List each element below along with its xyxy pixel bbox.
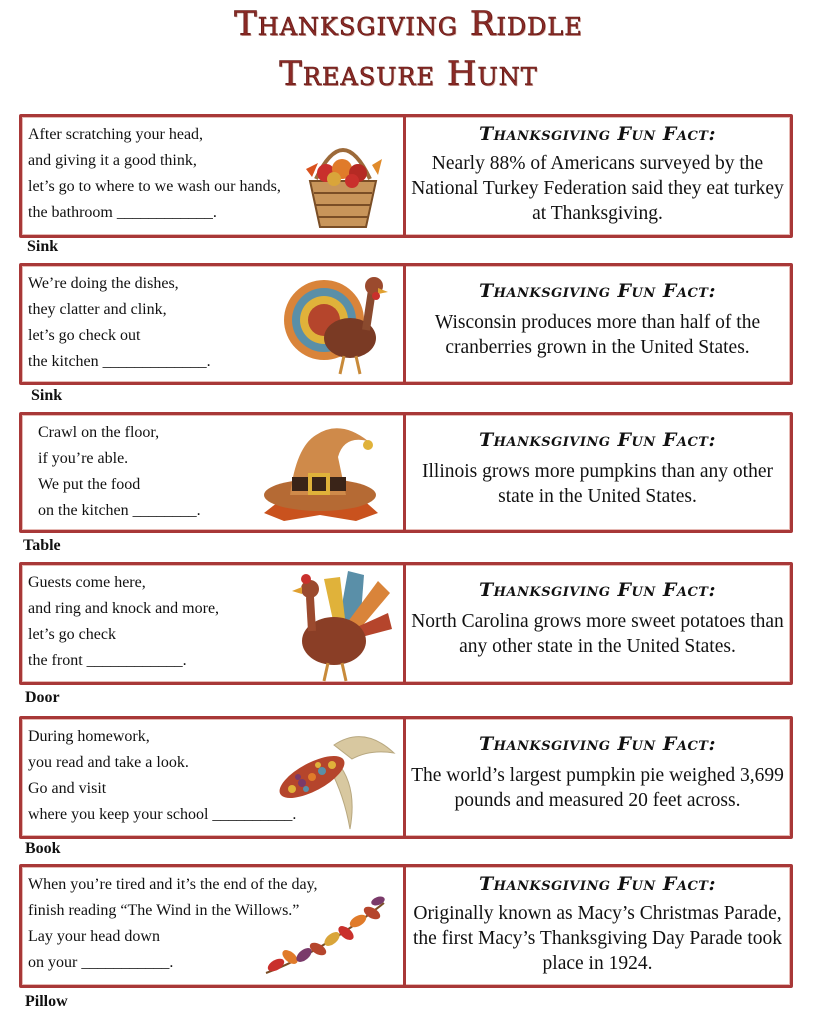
autumn-leaves-icon	[260, 893, 392, 983]
riddle-line: We put the food	[38, 476, 141, 493]
turkey-icon	[280, 270, 392, 380]
fun-fact-text: Nearly 88% of Americans surveyed by the National Turkey Federation said they eat turkey at Thanksgiving.	[411, 153, 784, 224]
riddle-line: if you’re able.	[38, 450, 129, 467]
fun-fact-text: Originally known as Macy’s Christmas Parade, the first Macy’s Thanksgiving Day Parade took place in 1924.	[413, 903, 782, 974]
riddle-text	[28, 570, 219, 674]
fun-fact-heading: Thanksgiving Fun Fact:	[479, 123, 716, 145]
riddle-line: on your ___________.	[28, 954, 174, 971]
riddle-line: Guests come here,	[28, 574, 146, 591]
page-title-line-1: Thanksgiving Riddle	[234, 4, 583, 44]
pilgrim-hat-icon	[260, 417, 382, 529]
riddle-line: When you’re tired and it’s the end of the day,	[28, 876, 318, 893]
fun-fact	[409, 719, 786, 836]
fun-fact	[409, 867, 786, 985]
riddle-line: We’re doing the dishes,	[28, 275, 179, 292]
answer-label: Sink	[31, 387, 63, 404]
answer-label: Book	[25, 840, 61, 857]
riddle-line: where you keep your school __________.	[28, 806, 297, 823]
fun-fact	[409, 266, 786, 382]
riddle-line: they clatter and clink,	[28, 301, 167, 318]
card-divider	[403, 719, 406, 836]
riddle-card-6	[19, 864, 793, 988]
riddle-line: and ring and knock and more,	[28, 600, 220, 617]
riddle-line: let’s go to where to we wash our hands,	[28, 178, 281, 195]
riddle-line: Lay your head down	[28, 928, 160, 945]
riddle-card-2	[19, 263, 793, 385]
riddle-line: the bathroom ____________.	[28, 204, 217, 221]
fun-fact	[409, 415, 786, 530]
fun-fact-text: Illinois grows more pumpkins than any other state in the United States.	[422, 461, 773, 507]
fun-fact	[409, 117, 786, 235]
riddle-text	[38, 420, 201, 524]
riddle-card-5	[19, 716, 793, 839]
riddle-line: on the kitchen ________.	[38, 502, 201, 519]
riddle-text	[28, 271, 211, 375]
riddle-line: Go and visit	[28, 780, 107, 797]
riddle-card-1	[19, 114, 793, 238]
fun-fact-text: North Carolina grows more sweet potatoes than any other state in the United States.	[411, 611, 784, 657]
fun-fact-heading: Thanksgiving Fun Fact:	[479, 429, 716, 451]
fun-fact-heading: Thanksgiving Fun Fact:	[479, 579, 716, 601]
turkey-icon	[288, 567, 394, 683]
answer-label: Sink	[27, 238, 59, 255]
fruit-basket-icon	[302, 129, 384, 229]
riddle-line: let’s go check	[28, 626, 116, 643]
riddle-line: Crawl on the floor,	[38, 424, 160, 441]
riddle-line: After scratching your head,	[28, 126, 204, 143]
fun-fact-heading: Thanksgiving Fun Fact:	[479, 873, 716, 895]
riddle-line: let’s go check out	[28, 327, 141, 344]
riddle-line: you read and take a look.	[28, 754, 189, 771]
answer-label: Pillow	[25, 993, 68, 1010]
card-divider	[403, 117, 406, 235]
riddle-text	[28, 724, 296, 828]
card-divider	[403, 415, 406, 530]
fun-fact-heading: Thanksgiving Fun Fact:	[479, 280, 716, 302]
riddle-line: During homework,	[28, 728, 150, 745]
answer-label: Table	[23, 537, 61, 554]
card-divider	[403, 266, 406, 382]
fun-fact-text: The world’s largest pumpkin pie weighed 3,699 pounds and measured 20 feet across.	[411, 765, 784, 811]
riddle-line: the kitchen _____________.	[28, 353, 211, 370]
fun-fact-heading: Thanksgiving Fun Fact:	[479, 733, 716, 755]
fun-fact	[409, 565, 786, 682]
riddle-line: the front ____________.	[28, 652, 187, 669]
riddle-card-4	[19, 562, 793, 685]
card-divider	[403, 867, 406, 985]
riddle-card-3	[19, 412, 793, 533]
riddle-text	[28, 122, 281, 226]
riddle-line: finish reading “The Wind in the Willows.”	[28, 902, 300, 919]
fun-fact-text: Wisconsin produces more than half of the cranberries grown in the United States.	[434, 312, 761, 358]
card-divider	[403, 565, 406, 682]
answer-label: Door	[25, 689, 60, 706]
corn-icon	[274, 725, 400, 833]
page-title-line-2: Treasure Hunt	[279, 54, 538, 94]
riddle-line: and giving it a good think,	[28, 152, 197, 169]
